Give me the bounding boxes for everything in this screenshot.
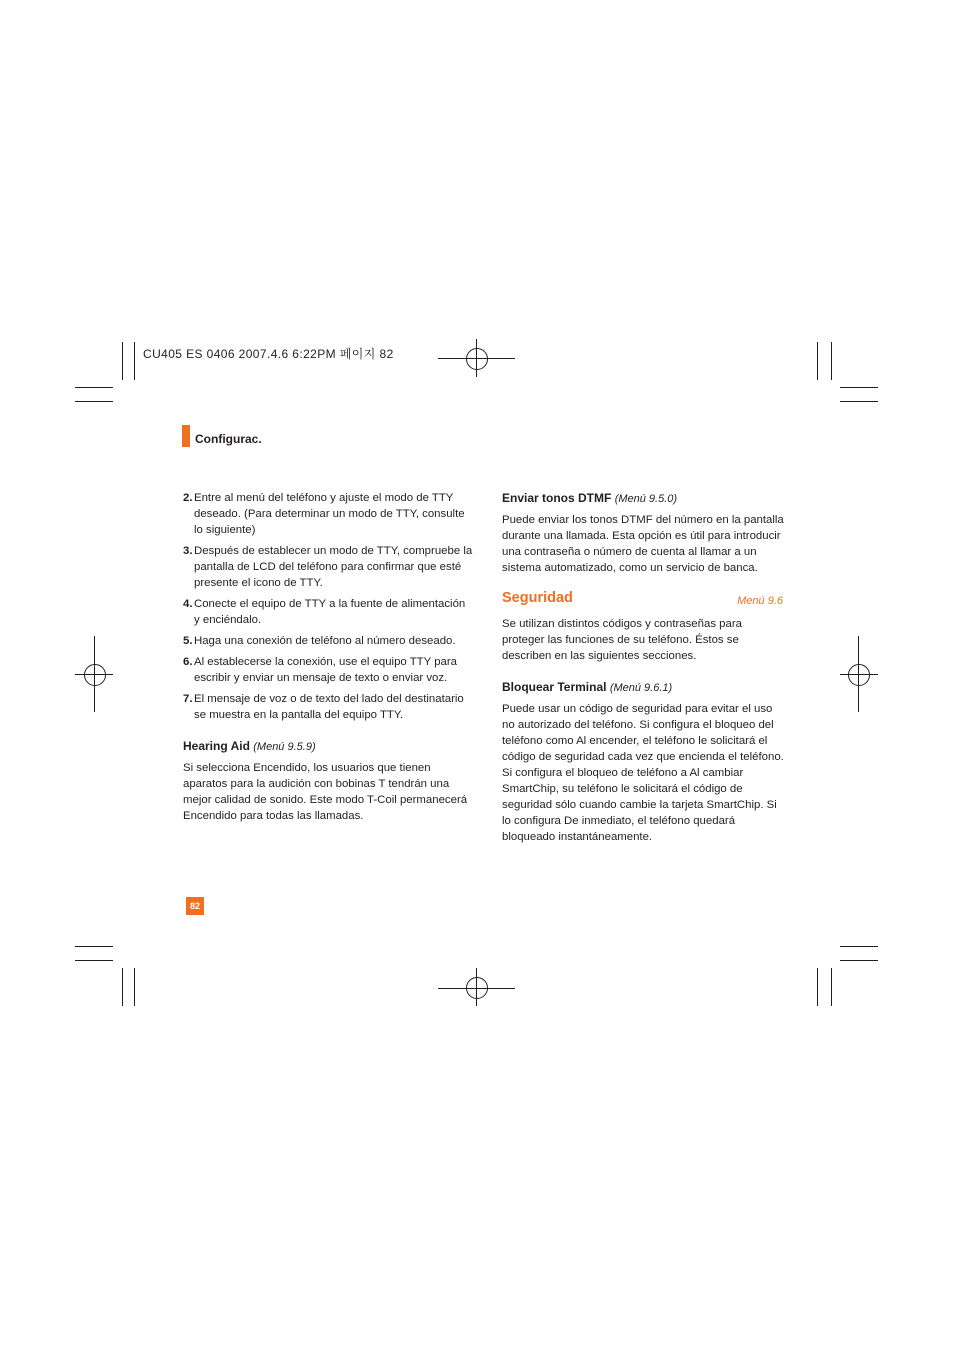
list-item	[183, 543, 473, 591]
steps-list	[183, 490, 473, 723]
step-text: Entre al menú del teléfono y ajuste el modo de TTY deseado. (Para determinar un modo de TTY, consulte lo siguiente)	[194, 492, 465, 536]
step-text: Después de establecer un modo de TTY, compruebe la pantalla de LCD del teléfono para confirmar que esté presente el icono de TTY.	[194, 545, 473, 589]
list-item	[183, 596, 473, 628]
dtmf-menu-ref: (Menú 9.5.0)	[614, 493, 678, 505]
hearing-aid-title: Hearing Aid	[183, 739, 250, 753]
dtmf-title: Enviar tonos DTMF	[502, 491, 612, 505]
hearing-aid-heading	[183, 738, 473, 755]
crosshair-icon	[84, 664, 106, 686]
seguridad-menu-ref: Menú 9.6	[737, 595, 783, 607]
crosshair-icon	[466, 977, 488, 999]
seguridad-title: Seguridad	[502, 590, 573, 606]
hearing-aid-text: Si selecciona Encendido, los usuarios que tienen aparatos para la audición con bobinas T tendrán una mejor calidad de sonido. Este modo T-Coil permanecerá Encendido para todas las llamadas.	[183, 762, 468, 822]
seguridad-text: Se utilizan distintos códigos y contraseñas para proteger las funciones de su teléfono. Éstos se describen en las siguientes secciones.	[502, 618, 742, 662]
section-title: Configurac.	[195, 432, 262, 446]
print-slug: CU405 ES 0406 2007.4.6 6:22PM 페이지 82	[143, 347, 394, 361]
bloquear-menu-ref: (Menú 9.6.1)	[609, 682, 673, 694]
dtmf-heading	[502, 490, 787, 507]
dtmf-text: Puede enviar los tonos DTMF del número en la pantalla durante una llamada. Esta opción es útil para introducir una contraseña o número de cuenta al llamar a un sistema automatizado, como un servicio de banca.	[502, 514, 784, 574]
step-text: Haga una conexión de teléfono al número deseado.	[194, 635, 456, 647]
section-marker	[182, 425, 190, 447]
bloquear-title: Bloquear Terminal	[502, 680, 607, 694]
crosshair-icon	[848, 664, 870, 686]
step-number: 2.	[183, 492, 193, 504]
page-number: 82	[186, 897, 204, 915]
step-number: 6.	[183, 656, 193, 668]
left-column	[183, 490, 473, 824]
bloquear-text: Puede usar un código de seguridad para evitar el uso no autorizado del teléfono. Si configura el bloqueo del teléfono como Al encender, el teléfono le solicitará el código de seguridad cada vez que encienda el teléfono. Si configura el bloqueo de teléfono a Al cambiar SmartChip, su teléfono le solicitará el código de seguridad sólo cuando cambie la tarjeta SmartChip. Si lo configura De inmediato, el teléfono quedará bloqueado instantáneamente.	[502, 703, 784, 843]
list-item	[183, 490, 473, 538]
hearing-aid-menu-ref: (Menú 9.5.9)	[253, 741, 316, 753]
step-number: 3.	[183, 545, 193, 557]
crosshair-icon	[466, 348, 488, 370]
step-number: 4.	[183, 598, 193, 610]
right-column	[502, 490, 787, 845]
bloquear-heading	[502, 679, 787, 696]
step-text: El mensaje de voz o de texto del lado del destinatario se muestra en la pantalla del equipo TTY.	[194, 693, 464, 721]
step-text: Conecte el equipo de TTY a la fuente de alimentación y enciéndalo.	[194, 598, 466, 626]
seguridad-heading	[502, 590, 787, 610]
step-text: Al establecerse la conexión, use el equipo TTY para escribir y enviar un mensaje de texto o enviar voz.	[194, 656, 457, 684]
list-item	[183, 633, 473, 649]
list-item	[183, 691, 473, 723]
step-number: 5.	[183, 635, 193, 647]
step-number: 7.	[183, 693, 193, 705]
list-item	[183, 654, 473, 686]
